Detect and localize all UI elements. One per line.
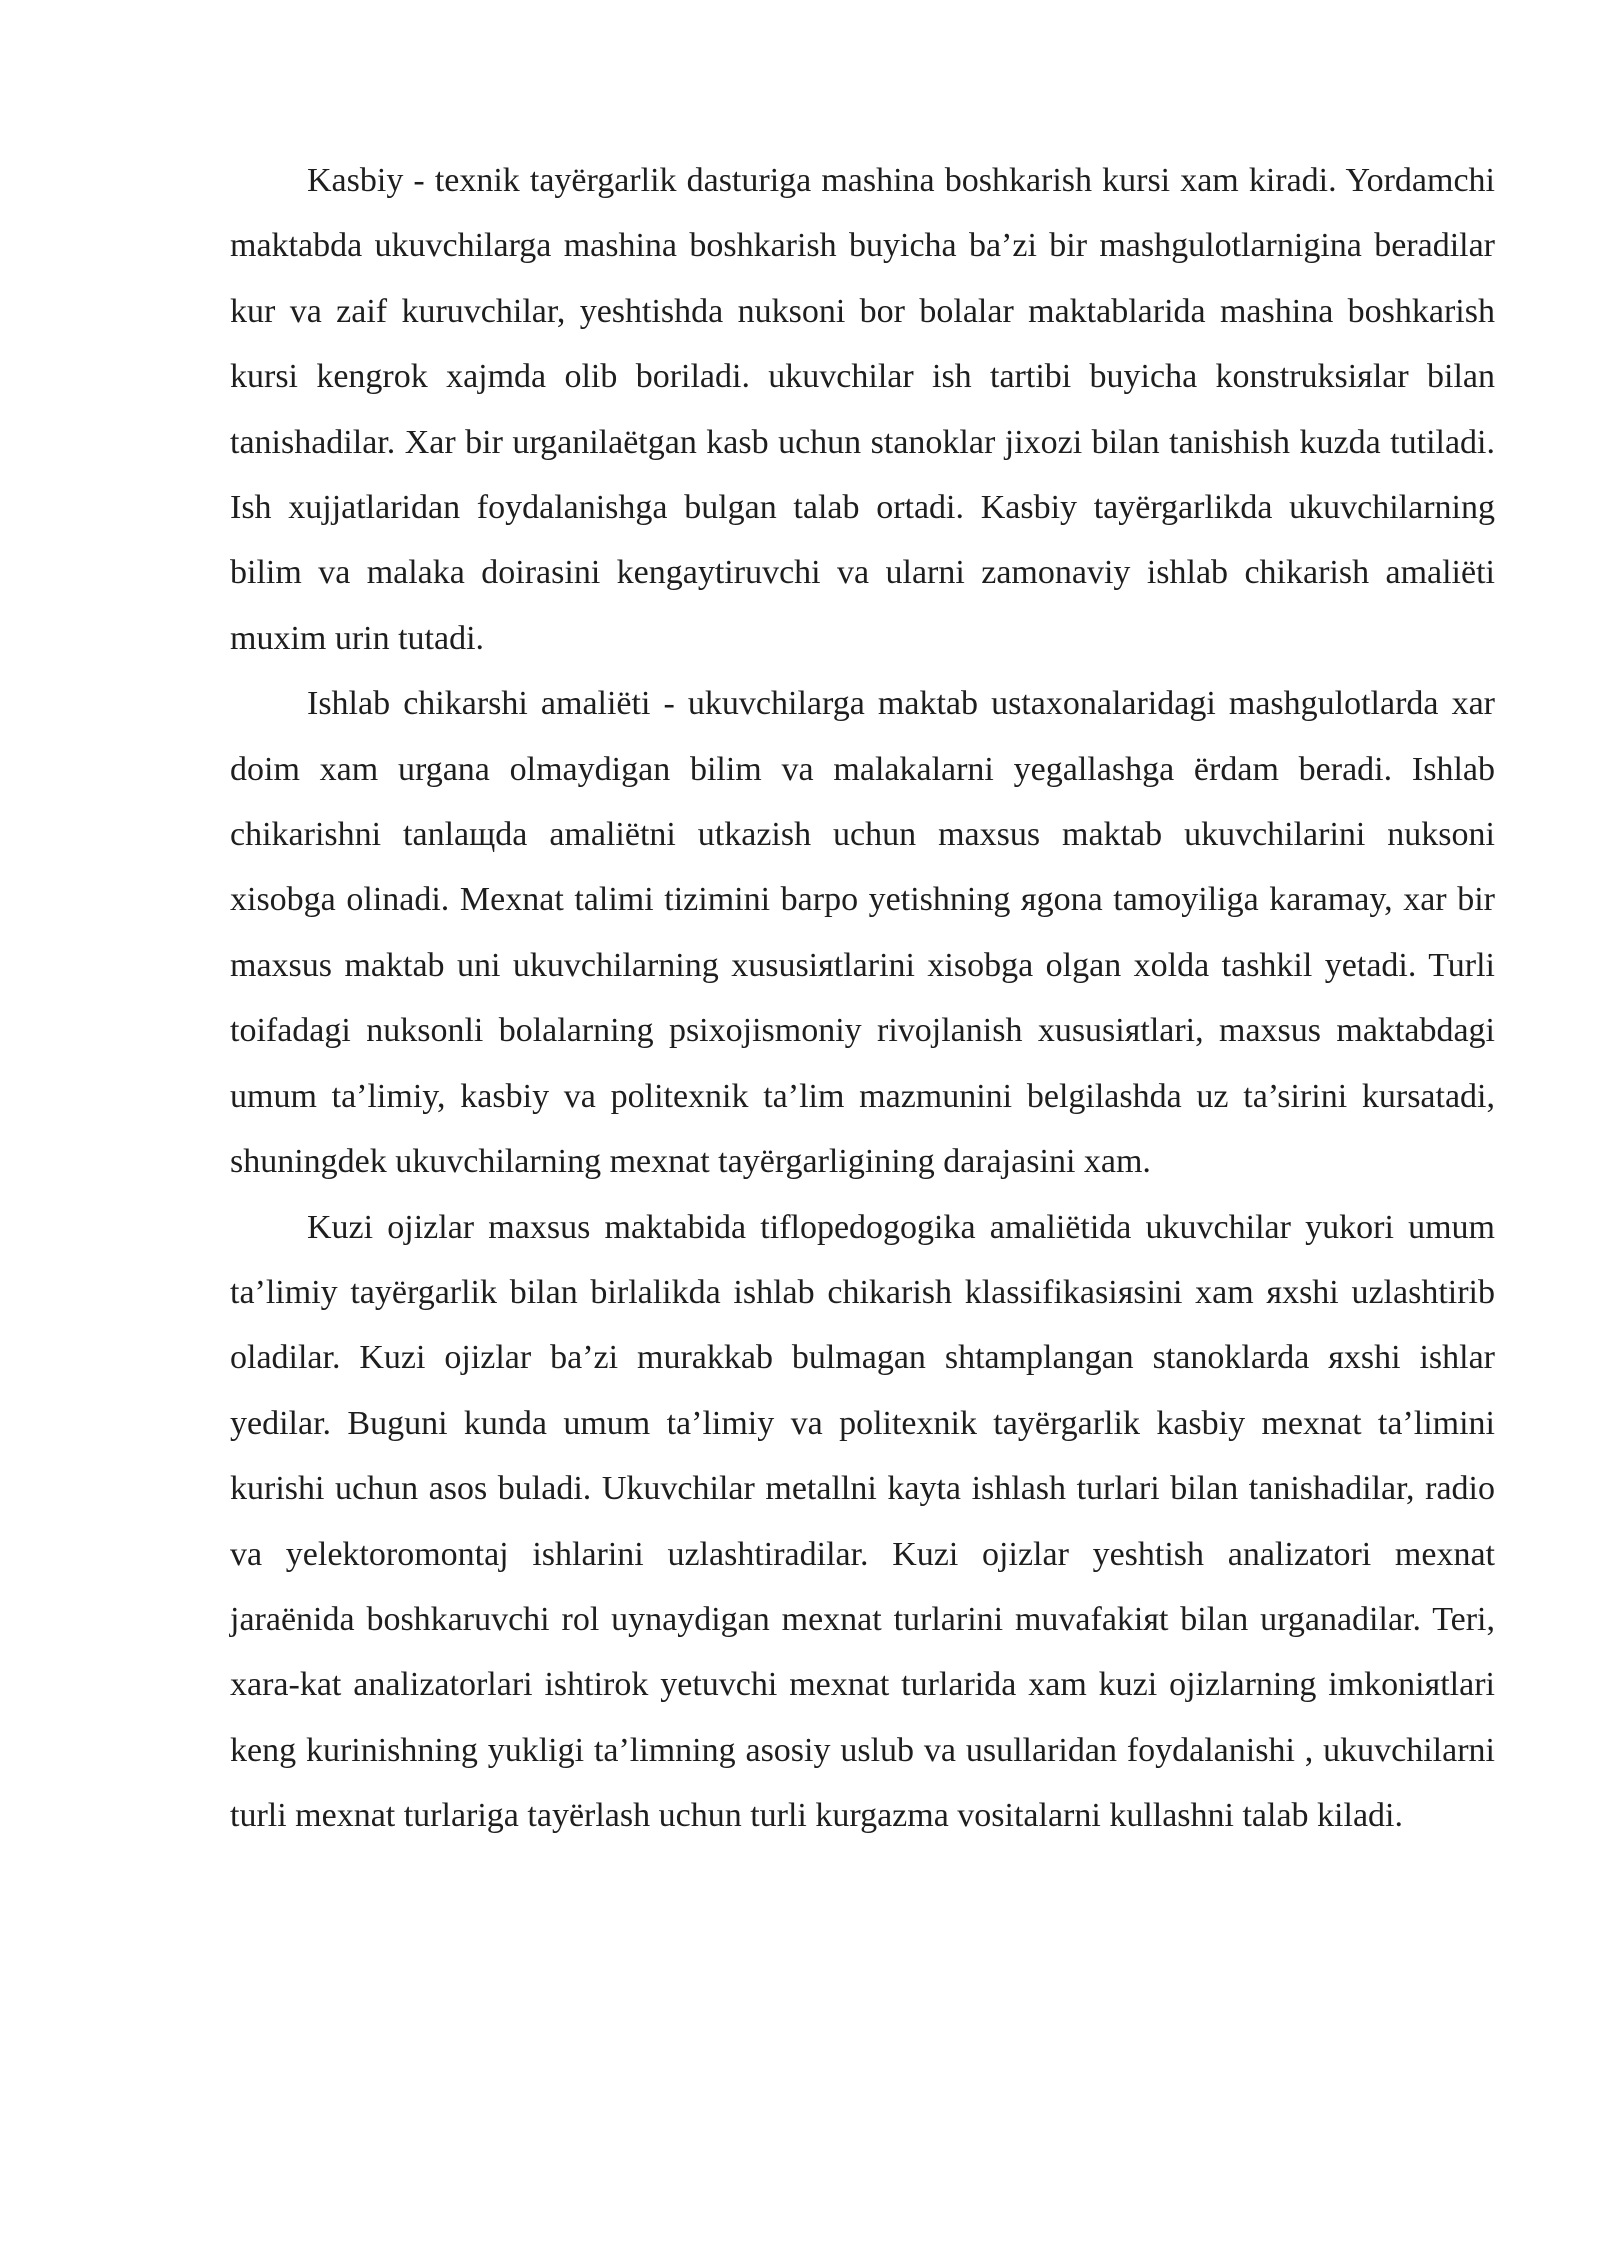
paragraph: Kuzi ojizlar maxsus maktabida tiflopedogogika amaliëtida ukuvchilar yukori umum ta’limiy tayërgarlik bilan birlalikda ishlab chikarish klassifikasiяsini xam яxshi uzlashtirib oladilar. Kuzi ojizlar ba’zi murakkab bulmagan shtamplangan stanoklarda яxshi ishlar yedilar. Buguni kunda umum ta’limiy va politexnik tayërgarlik kasbiy mexnat ta’limini kurishi uchun asos buladi. Ukuvchilar metallni kayta ishlash turlari bilan tanishadilar, radio va yelektoromontaj ishlarini uzlashtiradilar. Kuzi ojizlar yeshtish analizatori mexnat jaraënida boshkaruvchi rol uynaydigan mexnat turlarini muvafakiяt bilan urganadilar. Teri, xara-kat analizatorlari ishtirok yetuvchi mexnat turlarida xam kuzi ojizlarning imkoniяtlari keng kurinishning yukligi ta’limning asosiy uslub va usullaridan foydalanishi , ukuvchilarni turli mexnat turlariga tayërlash uchun turli kurgazma vositalarni kullashni talab kiladi. (230, 1208, 1495, 1835)
paragraph: Kasbiy - texnik tayërgarlik dasturiga mashina boshkarish kursi xam kiradi. Yordamchi maktabda ukuvchilarga mashina boshkarish buyicha ba’zi bir mashgulotlarnigina beradilar kur va zaif kuruvchilar, yeshtishda nuksoni bor bolalar maktablarida mashina boshkarish kursi kengrok xajmda olib boriladi. ukuvchilar ish tartibi buyicha konstruksiяlar bilan tanishadilar. Xar bir urganilaëtgan kasb uchun stanoklar jixozi bilan tanishish kuzda tutiladi. Ish xujjatlaridan foydalanishga bulgan talab ortadi. Kasbiy tayërgarlikda ukuvchilarning bilim va malaka doirasini kengaytiruvchi va ularni zamonaviy ishlab chikarish amaliëti muxim urin tutadi. (230, 162, 1495, 657)
document-page (230, 148, 1495, 1849)
paragraph: Ishlab chikarshi amaliëti - ukuvchilarga maktab ustaxonalaridagi mashgulotlarda xar doim xam urgana olmaydigan bilim va malakalarni yegallashga ërdam beradi. Ishlab chikarishni tanlaщda amaliëtni utkazish uchun maxsus maktab ukuvchilarini nuksoni xisobga olinadi. Mexnat talimi tizimini barpo yetishning яgona tamoyiliga karamay, xar bir maxsus maktab uni ukuvchilarning xususiяtlarini xisobga olgan xolda tashkil yetadi. Turli toifadagi nuksonli bolalarning psixojismoniy rivojlanish xususiяtlari, maxsus maktabdagi umum ta’limiy, kasbiy va politexnik ta’lim mazmunini belgilashda uz ta’sirini kursatadi, shuningdek ukuvchilarning mexnat tayërgarligining darajasini xam. (230, 685, 1495, 1181)
